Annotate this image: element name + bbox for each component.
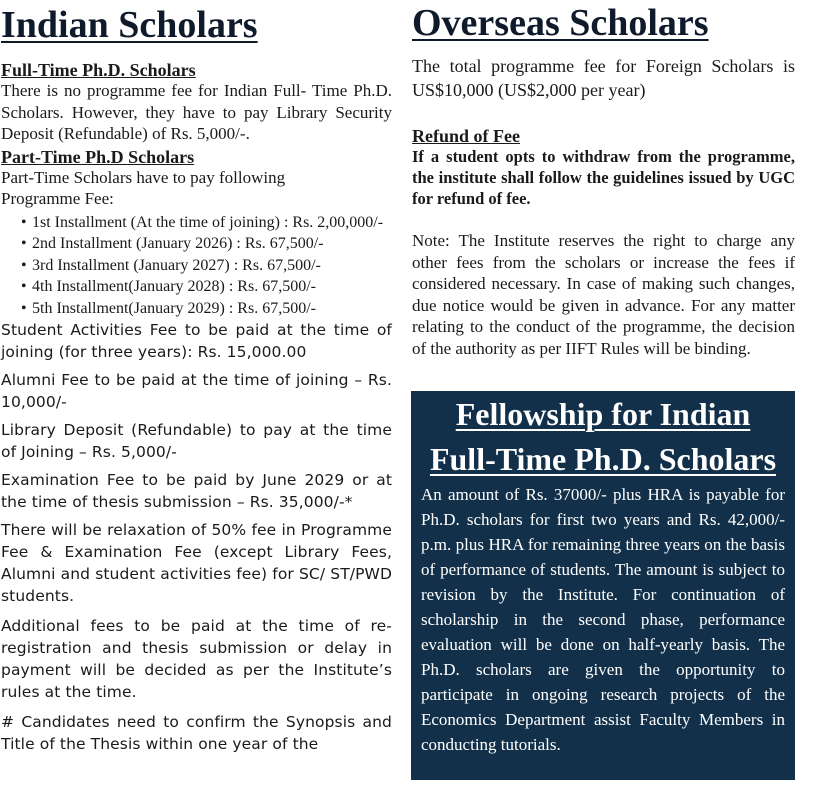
fulltime-text: There is no programme fee for Indian Full- Time Ph.D. Scholars. However, they have to pay Library Security Deposit (Refundable) of Rs. 5,000/-. [1, 81, 392, 143]
installment-item: • 2nd Installment (January 2026) : Rs. 67,500/- [21, 233, 392, 255]
fellowship-title-line2: Full-Time Ph.D. Scholars [429, 441, 777, 477]
alumni-fee: Alumni Fee to be paid at the time of joining – Rs. 10,000/- [1, 371, 392, 411]
overseas-scholars-title: Overseas Scholars [412, 2, 709, 44]
overseas-fee-text: The total programme fee for Foreign Scholars is US$10,000 (US$2,000 per year) [412, 56, 795, 100]
candidates-note: # Candidates need to confirm the Synopsis and Title of the Thesis within one year of the [1, 713, 392, 753]
installment-list [1, 212, 392, 320]
institute-note: Note: The Institute reserves the right to charge any other fees from the scholars or increase the fees if considered necessary. In case of making such changes, due notice would be given in advance. For any matter relating to the conduct of the programme, the decision of the authority as per IIFT Rules will be binding. [412, 231, 795, 358]
additional-fees: Additional fees to be paid at the time of re-registration and thesis submission or delay in payment will be decided as per the Institute’s rules at the time. [1, 617, 392, 701]
library-deposit: Library Deposit (Refundable) to pay at the time of Joining – Rs. 5,000/- [1, 421, 392, 461]
fellowship-box [411, 391, 795, 780]
installment-item: • 4th Installment(January 2028) : Rs. 67,500/- [21, 276, 392, 298]
parttime-intro: Part-Time Scholars have to pay following Programme Fee: [1, 167, 286, 208]
refund-heading: Refund of Fee [412, 126, 520, 146]
parttime-heading: Part-Time Ph.D Scholars [1, 146, 195, 167]
installment-item: • 3rd Installment (January 2027) : Rs. 67,500/- [21, 255, 392, 277]
relaxation-note: There will be relaxation of 50% fee in Programme Fee & Examination Fee (except Library Fees, Alumni and student activities fee) for SC/ ST/PWD students. [1, 521, 392, 605]
fulltime-heading: Full-Time Ph.D. Scholars [1, 60, 196, 80]
indian-scholars-title: Indian Scholars [1, 4, 258, 46]
refund-text: If a student opts to withdraw from the programme, the institute shall follow the guidelines issued by UGC for refund of fee. [412, 147, 795, 208]
installment-item: • 1st Installment (At the time of joining) : Rs. 2,00,000/- [21, 212, 392, 234]
overseas-scholars-section [412, 0, 795, 359]
fellowship-title-line1: Fellowship for Indian [455, 396, 751, 432]
installment-item: • 5th Installment(January 2029) : Rs. 67,500/- [21, 298, 392, 320]
examination-fee: Examination Fee to be paid by June 2029 or at the time of thesis submission – Rs. 35,000/-* [1, 471, 392, 511]
fellowship-text: An amount of Rs. 37000/- plus HRA is payable for Ph.D. scholars for first two years and Rs. 42,000/- p.m. plus HRA for remaining three years on the basis of performance of students. The amount is subject to revision by the Institute. For continuation of scholarship in the second phase, performance evaluation will be done on half-yearly basis. The Ph.D. scholars are given the opportunity to participate in ongoing research projects of the Economics Department assist Faculty Members in conducting tutorials. [421, 485, 785, 754]
indian-scholars-section [1, 0, 392, 755]
student-activities-fee: Student Activities Fee to be paid at the time of joining (for three years): Rs. 15,000.00 [1, 321, 392, 361]
